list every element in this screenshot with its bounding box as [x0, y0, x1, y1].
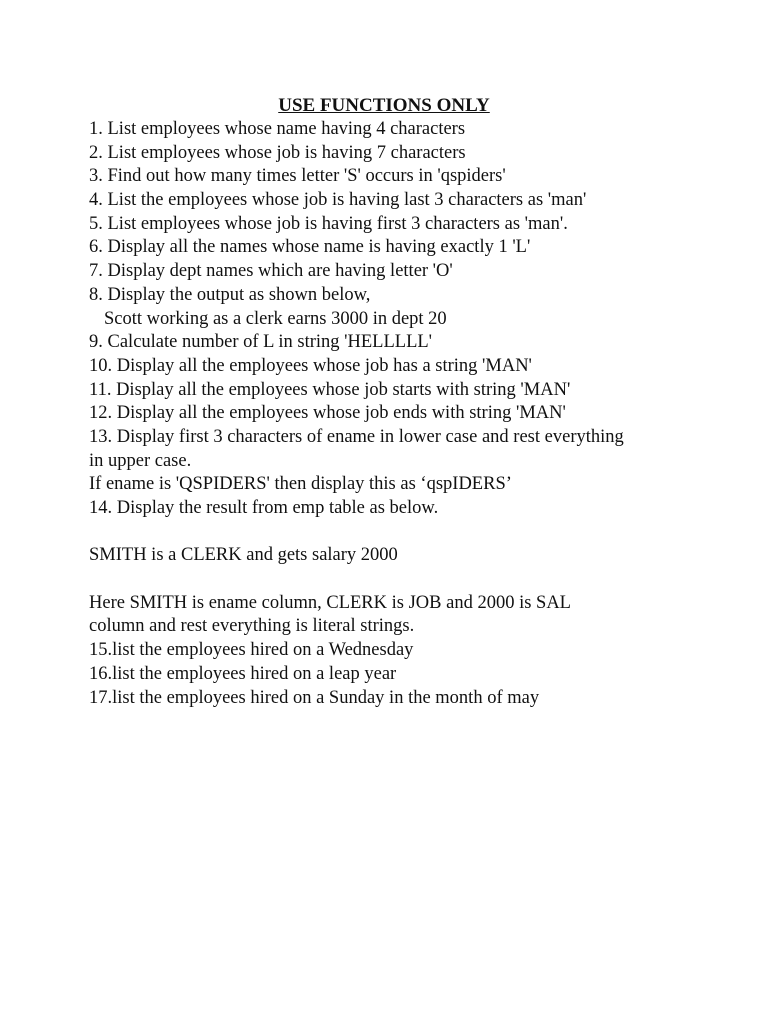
example-output-line: Scott working as a clerk earns 3000 in dept 20	[104, 308, 447, 329]
blank-line	[89, 568, 689, 592]
question-line: 15.list the employees hired on a Wednesday	[89, 640, 414, 661]
question-line: If ename is 'QSPIDERS' then display this as ‘qspIDERS’	[89, 474, 512, 495]
question-line: 1. List employees whose name having 4 characters	[89, 119, 466, 139]
question-line: 8. Display the output as shown below,	[89, 284, 371, 305]
question-line: 11. Display all the employees whose job starts with string 'MAN'	[89, 379, 571, 400]
question-line: 9. Calculate number of L in string 'HELLLLL'	[89, 332, 432, 353]
question-line: 14. Display the result from emp table as below.	[89, 498, 439, 518]
question-line: 2. List employees whose job is having 7 characters	[89, 142, 466, 163]
question-line: 3. Find out how many times letter 'S' occurs in 'qspiders'	[89, 166, 506, 187]
question-line: 5. List employees whose job is having first 3 characters as 'man'.	[89, 213, 568, 234]
blank-line	[89, 521, 689, 545]
question-line: 10. Display all the employees whose job has a string 'MAN'	[89, 355, 532, 376]
question-line: 13. Display first 3 characters of ename in lower case and rest everything	[89, 426, 624, 447]
question-line: in upper case.	[89, 450, 192, 471]
question-list	[89, 118, 689, 710]
document-title: USE FUNCTIONS ONLY	[278, 95, 490, 116]
question-line: 4. List the employees whose job is having last 3 characters as 'man'	[89, 190, 587, 211]
question-line: 17.list the employees hired on a Sunday in the month of may	[89, 687, 540, 708]
question-line: 7. Display dept names which are having letter 'O'	[89, 261, 453, 282]
question-line: 6. Display all the names whose name is having exactly 1 'L'	[89, 237, 531, 258]
explanation-line: Here SMITH is ename column, CLERK is JOB and 2000 is SAL	[89, 592, 571, 613]
question-line: 16.list the employees hired on a leap year	[89, 663, 397, 684]
example-output-line: SMITH is a CLERK and gets salary 2000	[89, 545, 398, 566]
explanation-line: column and rest everything is literal strings.	[89, 616, 415, 637]
question-line: 12. Display all the employees whose job ends with string 'MAN'	[89, 403, 566, 424]
